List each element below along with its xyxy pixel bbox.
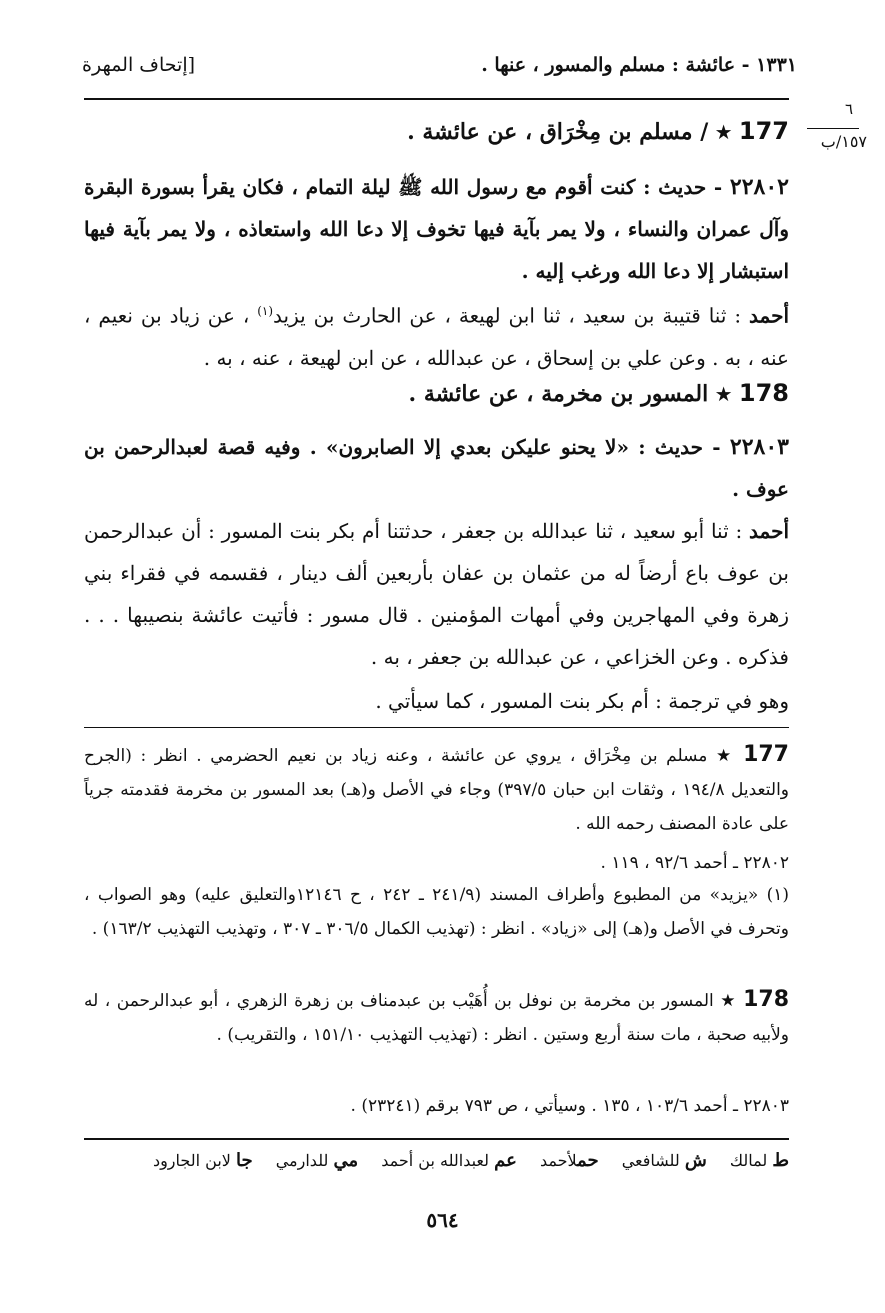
star-icon: ★ [714,382,733,406]
isnad-ahmad-1 [84,290,789,379]
legend-item: ش للشافعي [621,1150,707,1171]
tarjama-number: 177 [738,117,789,145]
tarjama-title: / مسلم بن مِخْرَاق ، عن عائشة . [407,119,709,145]
footnote-ref: (١) [257,304,274,318]
hadith-number: ٢٢٨٠٣ [729,434,789,460]
cross-reference-note: وهو في ترجمة : أم بكر بنت المسور ، كما سيأتي . [375,689,789,713]
running-header-book: [إتحاف المهرة [82,54,196,76]
tarjama-title: المسور بن مخرمة ، عن عائشة . [408,381,709,407]
footnote-text: المسور بن مخرمة بن نوفل بن أُهَيْب بن عبدمناف بن زهرة الزهري ، أبو عبدالرحمن ، له ولأبيه صحبة ، مات سنة أربع وستين . انظر : (تهذيب التهذيب ١٥١/١٠ ، والتقريب) . [84,991,789,1045]
footnote-rule [84,727,789,728]
margin-rule [807,128,859,129]
hadith-22802 [84,166,789,292]
footnote-178 [84,983,789,1052]
footnote-177 [84,738,789,841]
star-icon: ★ [714,120,733,144]
footnote-number: 177 [743,742,789,767]
footnote-22802: ٢٢٨٠٢ ـ أحمد ٩٢/٦ ، ١١٩ . [600,853,789,873]
running-header-section: ١٣٣١ - عائشة : مسلم والمسور ، عنها . [481,54,797,76]
tarjama-number: 178 [738,379,789,407]
margin-folio-ref: ١٥٧/ب [820,132,867,151]
star-icon: ★ [716,746,735,766]
hadith-text: - حديث : «لا يحنو عليكن بعدي إلا الصابرون» . وفيه قصة لعبدالرحمن بن عوف . [84,435,789,501]
page-number: ٥٦٤ [426,1208,459,1232]
footnote-22803: ٢٢٨٠٣ ـ أحمد ١٠٣/٦ ، ١٣٥ . وسيأتي ، ص ٧٩٣ برقم (٢٣٢٤١) . [350,1096,789,1116]
legend-item: جا لابن الجارود [152,1150,253,1171]
source-name: أحمد [749,303,789,328]
hadith-text: - حديث : كنت أقوم مع رسول الله ﷺ ليلة التمام ، فكان يقرأ بسورة البقرة وآل عمران والنساء ، ولا يمر بآية فيها تخوف إلا دعا الله واستعاذه ، ولا يمر بآية فيها استبشار إلا دعا الله ورغب إليه . [84,175,789,283]
margin-page-number: ٦ [844,100,853,118]
hadith-22803 [84,426,789,510]
star-icon: ★ [720,991,737,1011]
legend-item: حملأحمد [539,1150,599,1171]
tarjama-178 [84,372,789,415]
isnad-ahmad-2 [84,510,789,678]
footnote-number: 178 [743,987,790,1012]
legend-item: عم لعبدالله بن أحمد [381,1150,517,1171]
legend-item: ط لمالك [729,1150,789,1171]
hadith-number: ٢٢٨٠٢ [729,174,789,200]
sigla-legend [84,1150,789,1171]
isnad-text: : ثنا أبو سعيد ، ثنا عبدالله بن جعفر ، حدثتنا أم بكر بنت المسور : أن عبدالرحمن بن عوف باع أرضاً له من عثمان بن عفان بأربعين ألف دينار ، فقسمه في فقراء بني زهرة وفي المهاجرين وفي أمهات المؤمنين . قال مسور : فأتيت عائشة بنصيبها . . . فذكره . وعن الخزاعي ، عن عبدالله بن جعفر ، به . [84,519,789,669]
footnote-1: (١) «يزيد» من المطبوع وأطراف المسند (٢٤١/٩ ـ ٢٤٢ ، ح ١٢١٤٦والتعليق عليه) وهو الصواب ، وتحرف في الأصل و(هـ) إلى «زياد» . انظر : (تهذيب الكمال ٣٠٦/٥ ـ ٣٠٧ ، وتهذيب التهذيب ١٦٣/٢) . [84,885,789,939]
isnad-text-cont: ، عن زياد بن نعيم ، عنه ، به . وعن علي بن إسحاق ، عن عبدالله ، عن ابن لهيعة ، عنه ، به . [84,303,789,370]
legend-rule [84,1138,789,1140]
footnote-text: مسلم بن مِخْرَاق ، يروي عن عائشة ، وعنه زياد بن نعيم الحضرمي . انظر : (الجرح والتعديل ١٩٤/٨ ، وثقات ابن حبان ٣٩٧/٥) وجاء في الأصل و(هـ) بعد المسور بن مخرمة فقدمته جرياً على عادة المصنف رحمه الله . [84,746,790,834]
legend-item: مي للدارمي [275,1150,359,1171]
tarjama-177 [84,110,789,153]
source-name: أحمد [749,519,789,543]
isnad-text: : ثنا قتيبة بن سعيد ، ثنا ابن لهيعة ، عن الحارث بن يزيد [273,303,742,328]
header-rule [84,98,789,100]
